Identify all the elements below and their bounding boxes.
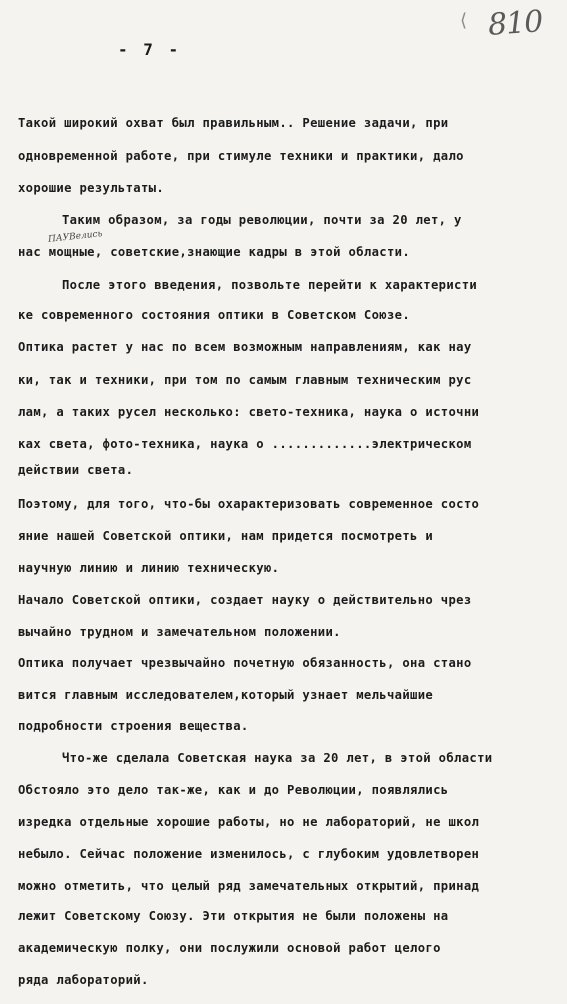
text-line: вится главным исследователем,который узнает мельчайшие (18, 688, 434, 702)
text-line: ках света, фото-техника, наука о .............электрическом (18, 437, 472, 451)
text-line: Такой широкий охват был правильным.. Решение задачи, при (18, 116, 449, 130)
text-line: можно отметить, что целый ряд замечательных открытий, принад (18, 879, 480, 893)
text-line: вычайно трудном и замечательном положении. (18, 625, 341, 639)
text-line: яние нашей Советской оптики, нам придется посмотреть и (18, 529, 434, 543)
archive-mark: ⟨ (460, 10, 468, 31)
text-line: ке современного состояния оптики в Советском Союзе. (18, 308, 411, 322)
text-line: изредка отдельные хорошие работы, но не лабораторий, не школ (18, 815, 480, 829)
text-line: ряда лабораторий. (18, 973, 149, 987)
text-line: одновременной работе, при стимуле техники и практики, дало (18, 149, 464, 163)
archive-number: 810 (486, 4, 544, 43)
handwritten-note: ПАУВелись (47, 229, 103, 245)
text-line: Оптика растет у нас по всем возможным направлениям, как нау (18, 340, 472, 354)
text-line: подробности строения вещества. (18, 719, 249, 733)
text-line: Обстояло это дело так-же, как и до Революции, появлялись (18, 783, 449, 797)
text-line: хорошие результаты. (18, 181, 165, 195)
text-line: действии света. (18, 463, 134, 477)
text-line: Поэтому, для того, что-бы охарактеризовать современное состо (18, 497, 480, 511)
text-line: академическую полку, они послужили основой работ целого (18, 941, 441, 955)
text-line: ки, так и техники, при том по самым главным техническим рус (18, 373, 472, 387)
text-line: лежит Советскому Союзу. Эти открытия не были положены на (18, 909, 449, 923)
text-line: лам, а таких русел несколько: свето-техника, наука о источни (18, 405, 480, 419)
text-line: После этого введения, позвольте перейти к характеристи (62, 278, 478, 292)
text-line: Что-же сделала Советская наука за 20 лет, в этой области (62, 751, 493, 765)
text-line: небыло. Сейчас положение изменилось, с глубоким удовлетворен (18, 847, 480, 861)
page-number: - 7 - (118, 40, 182, 59)
text-line: Таким образом, за годы революции, почти за 20 лет, у (62, 213, 462, 227)
text-line: Оптика получает чрезвычайно почетную обязанность, она стано (18, 656, 472, 670)
text-line: научную линию и линию техническую. (18, 561, 280, 575)
text-line: нас мощные, советские,знающие кадры в этой области. (18, 245, 411, 259)
text-line: Начало Советской оптики, создает науку о действительно чрез (18, 593, 472, 607)
